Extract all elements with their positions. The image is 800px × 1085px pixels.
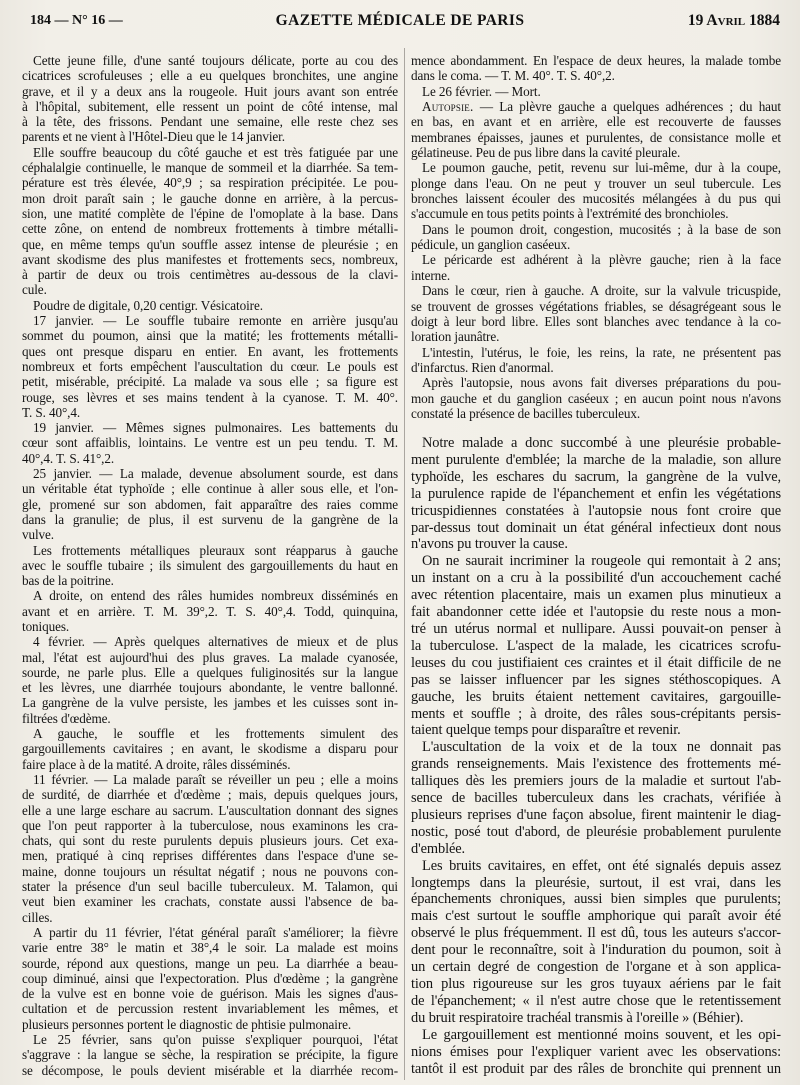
text-line: grands renseignements. Mais l'existence des frottements mé- [411, 756, 781, 773]
paragraph [22, 588, 398, 634]
text-line: maine, donne toujours un résultat négatif ; nous ne pouvons con- [22, 863, 398, 879]
text-line: nions émises pour l'expliquer varient avec les observations: [411, 1043, 781, 1060]
text-line: 4 février. — Après quelques alternatives de mieux et de plus [33, 634, 398, 650]
text-line: un véritable état typhoïde ; elle continue à aller sous elle, et l'on- [22, 481, 398, 497]
paragraph [22, 726, 398, 772]
text-line: elle a une large eschare au sacrum. L'auscultation donnant des signes [22, 802, 398, 818]
text-line: céphalalgie continuelle, le manque de sommeil et la diarrhée. Sa tem- [22, 160, 398, 176]
text-line: se trouvent de grosses végétations friables, se désagrégeant sous le [411, 298, 781, 314]
text-line: men, pratiqué à cinq reprises différentes dans l'espace d'une se- [22, 848, 398, 864]
text-line: Cette jeune fille, d'une santé toujours délicate, porte au cou des [33, 53, 398, 68]
text-line: dent pour le reconnaître, soit à l'induration du poumon, soit à [411, 942, 781, 959]
text-line: mal, l'état est aujourd'hui des plus graves. La malade cyanosée, [22, 649, 398, 665]
text-line: gargouillements cavitaires ; en avant, le skodisme a disparu pour [22, 741, 398, 757]
text-line: bas de la poitrine. [22, 573, 114, 589]
paragraph [22, 298, 398, 313]
text-line: dans la granulie; de plus, il est survenu de la gangrène de la [22, 511, 398, 527]
text-line: 19 janvier. — Mêmes signes pulmonaires. Les battements du [33, 420, 398, 436]
text-line: épanchements chroniques, aussi bien simples que purulents; [411, 891, 781, 908]
column-rule [404, 48, 405, 1080]
text-line: mon droit paraît sain ; le gauche donne en arrière, à la percus- [22, 190, 398, 206]
text-line: doigt à leur bord libre. Elles sont blanches avec tendance à la co- [411, 313, 781, 329]
text-line: de l'épanchement; « il n'est autre chose que le retentissement [411, 992, 781, 1009]
text-line: rouge, ses lèvres et ses mains tendent à la cyanose. T. M. 40°. [22, 389, 398, 405]
text-line: à l'hôpital, subitement, elle ressent un point de côté intense, mal [22, 98, 398, 114]
text-line: à la tête, des frissons. Pendant une semaine, elle reste chez ses [22, 114, 398, 130]
text-line: toniques. [22, 618, 70, 634]
text-line: fait abandonner cette idée et l'autopsie du reste nous a mon- [411, 604, 781, 621]
text-line: tantôt il est produit par des râles de bronchite qui prennent un [411, 1060, 781, 1077]
text-line: sourde, ne parle plus. Elle a quelques fuliginosités sur la langue [22, 664, 398, 680]
text-line: cette zône, on entend de nombreux frottements à timbre métalli- [22, 221, 398, 237]
text-line: 11 février. — La malade paraît se réveiller un peu ; elle a moins [33, 771, 398, 787]
text-line: avec le souffle tubaire ; ils simulent des gargouillements du haut en [22, 557, 398, 573]
text-line: pas se laisser influencer par les signes stéthoscopiques. A [411, 671, 781, 688]
text-line: 40°,4. T. S. 41°,2. [22, 450, 115, 466]
text-line: un certain degré de congestion de l'organe et à son applica- [411, 959, 781, 976]
text-line: stater la présence d'un seul bacille tuberculeux. M. Talamon, qui [22, 879, 398, 895]
text-line: veut bien examiner les crachats, constate aussi l'absence de ba- [22, 894, 398, 910]
text-line: n'avons pu trouver la cause. [411, 536, 568, 553]
text-line: faire place à de la matité. A droite, râles disséminés. [22, 756, 291, 772]
text-line: pédicule, un ganglion caséeux. [411, 237, 571, 253]
paragraph [22, 772, 398, 925]
paragraph [411, 84, 781, 99]
page-folio: 184 — N° 16 — [30, 13, 123, 28]
text-line: bronches laissent écouler des mucosités mélangées à du pus qui [411, 191, 781, 207]
text-line: Elle souffre beaucoup du côté gauche et est très fatiguée par une [33, 144, 398, 160]
text-line: sommet du poumon, ainsi que la matité; les frottements métalli- [22, 328, 398, 344]
text-line: plonge dans l'eau. On ne peut y trouver un seul tubercule. Les [411, 175, 781, 191]
text-line: un instant on a cru à la possibilité d'un accouchement caché [411, 570, 781, 587]
text-line: coup diminué, ainsi que l'expectoration. Plus d'œdème ; la gangrène [22, 970, 398, 986]
text-line: observé le plus fréquemment. Il est dû, tous les auteurs s'accor- [411, 925, 781, 942]
text-line: Les bruits cavitaires, en effet, ont été signalés depuis assez [422, 857, 781, 874]
text-line: cultation et de percussion restent invariablement les mêmes, et [22, 1001, 398, 1017]
text-line: tré un utérus normal et nullipare. Aussi pouvait-on penser à [411, 620, 781, 637]
text-line: Poudre de digitale, 0,20 centigr. Vésicatoire. [33, 297, 263, 313]
paragraph [22, 53, 398, 145]
paragraph [411, 53, 781, 84]
text-line: avant skodisme des plus manifestes et frottements secs, nombreux, [22, 251, 398, 267]
right-column-upper [411, 53, 781, 421]
text-line: à partir de deux ou trois centimètres au-dessous de la clavi- [22, 267, 398, 283]
journal-title: GAZETTE MÉDICALE DE PARIS [275, 12, 525, 29]
text-line: T. S. 40°,4. [22, 404, 81, 420]
text-line: se décompose, le pouls devient misérable et la diarrhée recom- [22, 1062, 398, 1078]
text-line: du bruit respiratoire trachéal transmis à l'oreille » (Béhier). [411, 1009, 744, 1026]
paragraph [411, 553, 781, 739]
text-line: cilles. [22, 909, 53, 925]
right-column-lower [411, 435, 781, 1077]
text-line: cicatrices scrofuleuses ; elle a eu quelques bronchites, une angine [22, 68, 398, 84]
text-line: avec rétention placentaire, mais un examen plus minutieux a [411, 587, 781, 604]
text-line: sion, une matité complète de l'épine de l'omoplate à la base. Dans [22, 205, 398, 221]
paragraph [411, 160, 781, 221]
text-line: Le péricarde est adhérent à la plèvre gauche; rien à la face [422, 252, 781, 268]
text-line: On ne saurait incriminer la rougeole qui remontait à 2 ans; [422, 553, 781, 570]
text-line: que, en même temps qu'un souffle assez intense de pleurésie ; en [22, 236, 398, 252]
text-line: sourde, répond aux questions, mange un peu. La diarrhée a beau- [22, 955, 398, 971]
text-line: Après l'autopsie, nous avons fait diverses préparations du pou- [422, 375, 781, 391]
text-line: cœur sont affaiblis, lointains. Le ventre est un peu tendu. T. M. [22, 435, 398, 451]
paragraph [411, 739, 781, 857]
text-line: La gangrène de la vulve persiste, les jambes et les cuisses sont in- [22, 695, 398, 711]
issue-date: 19 Avril 1884 [687, 12, 780, 29]
text-line: parents et ne vient à l'Hôtel-Dieu que le 14 janvier. [22, 129, 285, 145]
text-line-content: — La plèvre gauche a quelques adhérences ; du haut [479, 99, 781, 115]
paragraph [411, 222, 781, 253]
text-line: ment purulente d'emblée; la marche de la maladie, son allure [411, 451, 781, 468]
text-line: L'intestin, l'utérus, le foie, les reins, la rate, ne présentent pas [422, 344, 781, 360]
paragraph [411, 858, 781, 1027]
text-line: talliques dès les premiers jours de la maladie et surtout l'ab- [411, 773, 781, 790]
text-line: interne. [411, 267, 451, 283]
text-line: taient quelque temps pour disparaître et revenir. [411, 722, 681, 739]
text-line: 25 janvier. — La malade, devenue absolument sourde, est dans [33, 466, 398, 482]
text-line: A partir du 11 février, l'état général paraît s'améliorer; la fièvre [33, 924, 398, 940]
text-line: sence de bacilles tuberculeux dans les crachats, vérifiée à [411, 790, 781, 807]
text-line: L'auscultation de la voix et de la toux ne donnait pas [422, 739, 781, 756]
paragraph [22, 145, 398, 298]
text-line: longtemps dans la pleurésie, surtout, il est vrai, dans les [411, 874, 781, 891]
text-line: leuses du cou justifiaient ces craintes et il était difficile de ne [411, 654, 781, 671]
text-line: tion plus rigoureuse sur les gros tuyaux aériens par le fait [411, 976, 781, 992]
text-line: mais c'est surtout le souffle amphorique qui paraît avoir été [411, 908, 781, 925]
text-line: et les lèvres, une diarrhée toujours abondante, le ventre ballonné. [22, 680, 398, 696]
text-line: filtrées d'œdème. [22, 710, 111, 726]
text-line: Le 25 février, sans qu'on puisse s'expliquer pourquoi, l'état [33, 1032, 398, 1047]
text-line: pérature est très élevée, 40°,9 ; sa respiration précipitée. Le pou- [22, 175, 398, 191]
text-line: 17 janvier. — Le souffle tubaire remonte en arrière jusqu'au [33, 313, 398, 329]
text-line [411, 99, 781, 114]
section-label: Autopsie. [422, 99, 474, 115]
text-line: petit, misérable, précipité. La malade va sous elle ; sa figure est [22, 374, 398, 390]
text-line: la tuberculose. L'aspect de la malade, les cicatrices scrofu- [411, 637, 781, 654]
text-line: cule. [22, 282, 47, 298]
paragraph [22, 925, 398, 1032]
text-line: gélatineuse. Peu de pus libre dans la cavité pleurale. [411, 145, 681, 161]
text-line: tricuspidiennes constatées à l'autopsie nous font croire que [411, 502, 781, 519]
text-line: avant et en arrière. T. M. 39°,2. T. S. 40°,4. Todd, quinquina, [22, 603, 398, 619]
text-line: Dans le poumon droit, congestion, mucosités ; à la base de son [422, 221, 781, 237]
text-line: A droite, on entend des râles humides nombreux disséminés en [33, 588, 398, 604]
text-line: vulve. [22, 527, 54, 543]
text-line: Les frottements métalliques pleuraux sont réapparus à gauche [33, 542, 398, 558]
text-line: loration jaunâtre. [411, 329, 500, 345]
text-line: de surdité, de diarrhée et d'œdème ; mais, depuis quelques jours, [22, 787, 398, 803]
text-line: gle, promené sur son abdomen, fait apparaître des raies comme [22, 496, 398, 512]
text-line: Le 26 février. — Mort. [422, 83, 541, 99]
text-line: ques ont presque disparu en entier. En avant, les frottements [22, 343, 398, 359]
text-line: constaté la présence de bacilles tuberculeux. [411, 405, 641, 421]
text-line: que l'on peut rapporter à la tuberculose, nous examinons les cra- [22, 817, 398, 833]
text-line: la purulence rapide de l'épanchement et enfin les végétations [411, 485, 781, 502]
text-line: s'aggrave : la langue se sèche, la respiration se précipite, la figure [22, 1047, 398, 1063]
paragraph [22, 420, 398, 466]
paragraph [22, 543, 398, 589]
text-line: gauche, les bruits étaient nettement cavitaires, gargouille- [411, 688, 781, 705]
text-line: nostic, posé tout d'abord, de pleurésie probablement purulente [411, 823, 781, 840]
paragraph [22, 634, 398, 726]
text-line: par-dessus tout dominait un état général infectieux dont nous [411, 519, 781, 536]
text-line: s'accumule en tous petits points à l'extrémité des bronchioles. [411, 206, 729, 222]
text-line: varie entre 38° le matin et 38°,4 le soir. La malade est moins [22, 940, 398, 956]
text-line: A gauche, le souffle et les frottements simulent des [33, 726, 398, 742]
paragraph [411, 252, 781, 283]
left-column [22, 53, 398, 1078]
text-line: chats, qui sont du reste purulents depuis plusieurs jours. Cet exa- [22, 833, 398, 849]
text-line: de la vulve est en bonne voie de guérison. Mais les signes d'aus- [22, 986, 398, 1002]
text-line: Le poumon gauche, petit, revenu sur lui-même, dur à la coupe, [422, 160, 781, 176]
text-line: en bas, en avant et en arrière, elle est recouverte de fausses [411, 114, 781, 130]
paragraph [411, 375, 781, 421]
text-line: plusieurs reprises d'une façon absolue, firent maintenir le diag- [411, 806, 781, 823]
text-line: Notre malade a donc succombé à une pleurésie probable- [422, 435, 781, 451]
text-line: nombreux et forts empêchent l'auscultation du cœur. Le pouls est [22, 358, 398, 374]
text-line: plusieurs personnes portent le diagnostic de phtisie pulmonaire. [22, 1016, 352, 1032]
text-line: Le gargouillement est mentionné moins souvent, et les opi- [422, 1026, 781, 1043]
text-line: ments et souffle ; à droite, des râles sous-crépitants persis- [411, 705, 781, 722]
paragraph [411, 99, 781, 160]
text-line: typhoïde, les eschares du sacrum, la gangrène de la vulve, [411, 468, 781, 485]
text-line: grave, et il y a deux ans la rougeole. Huit jours avant son entrée [22, 83, 398, 99]
text-line: d'emblée. [411, 840, 466, 857]
paragraph [22, 1032, 398, 1078]
text-line: mon gauche et du ganglion caséeux ; en aucun point nous n'avons [411, 390, 781, 406]
paragraph [411, 435, 781, 553]
text-line: Dans le cœur, rien à gauche. A droite, sur la valvule tricuspide, [422, 283, 781, 299]
paragraph [22, 313, 398, 420]
paragraph [411, 1027, 781, 1078]
text-line: d'infarctus. Rien d'anormal. [411, 359, 554, 375]
paragraph [22, 466, 398, 542]
paragraph [411, 283, 781, 344]
text-line: mence abondamment. En l'espace de deux heures, la malade tombe [411, 53, 781, 68]
text-line: dans le coma. — T. M. 40°. T. S. 40°,2. [411, 68, 615, 84]
paragraph [411, 345, 781, 376]
text-line: membranes épaisses, jaunes et purulentes, de consistance molle et [411, 129, 781, 145]
